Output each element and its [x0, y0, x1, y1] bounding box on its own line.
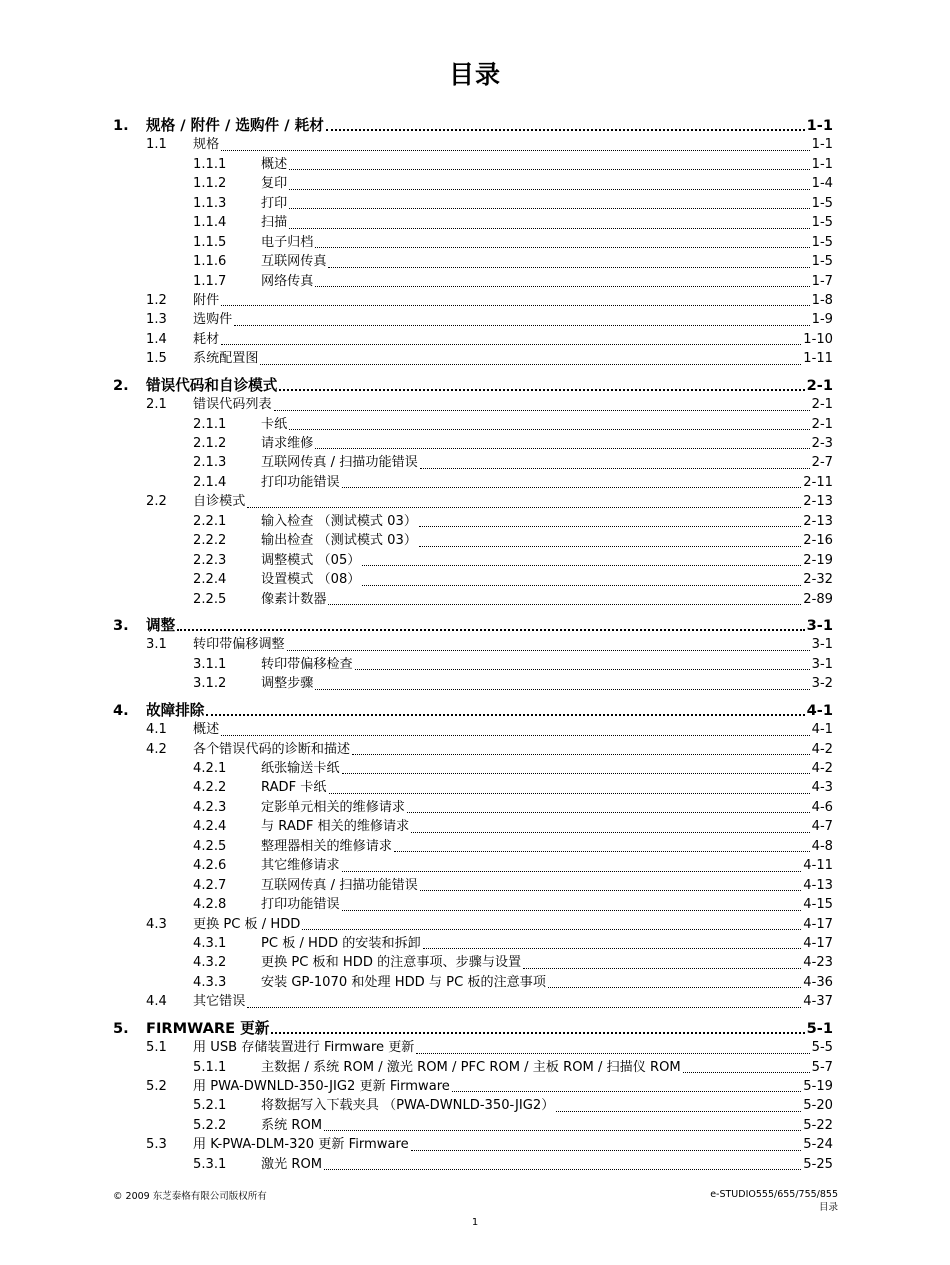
dot-leader — [206, 714, 804, 716]
toc-page: 2-1 — [811, 397, 833, 413]
toc-number: 1.4 — [146, 331, 167, 347]
toc-page: 1-5 — [811, 254, 833, 270]
toc-number: 4.2.2 — [193, 780, 227, 796]
dot-leader — [326, 129, 805, 131]
toc-number: 1.1.5 — [193, 234, 227, 250]
toc-page: 4-7 — [811, 819, 833, 835]
toc-number: 2. — [113, 376, 129, 394]
toc-number: 5.2.1 — [193, 1098, 227, 1114]
toc-title: 选购件 — [193, 312, 233, 328]
toc-title: 耗材 — [193, 331, 220, 347]
toc-title: 卡纸 — [261, 416, 288, 432]
toc-title: PC 板 / HDD 的安装和拆卸 — [261, 935, 421, 951]
toc-page: 4-2 — [811, 761, 833, 776]
toc-title: 像素计数器 — [261, 591, 327, 607]
toc-title: 主数据 / 系统 ROM / 激光 ROM / PFC ROM / 主板 ROM / 扫描仪 ROM — [261, 1059, 681, 1075]
toc-page: 2-89 — [803, 591, 833, 607]
toc-title: 复印 — [261, 176, 288, 192]
toc-number: 5.2.2 — [193, 1117, 227, 1133]
dot-leader — [302, 929, 801, 930]
dot-leader — [274, 410, 810, 411]
toc-title: 转印带偏移检查 — [261, 656, 353, 672]
toc-entry[interactable] — [113, 473, 833, 492]
toc-page: 4-3 — [811, 780, 833, 796]
toc-number: 2.2 — [146, 494, 167, 510]
toc-title: 转印带偏移调整 — [193, 637, 285, 653]
dot-leader — [247, 1007, 801, 1008]
toc-number: 4.2.3 — [193, 799, 227, 815]
toc-page: 1-1 — [811, 156, 833, 172]
toc-entry[interactable] — [113, 135, 833, 154]
toc-page: 4-1 — [811, 722, 833, 738]
toc-page: 2-11 — [803, 474, 833, 490]
dot-leader — [355, 669, 810, 670]
toc-number: 5.1.1 — [193, 1059, 227, 1075]
footer-right — [710, 1188, 838, 1214]
toc-entry[interactable] — [113, 674, 833, 693]
toc-entry[interactable] — [113, 759, 833, 778]
toc-number: 2.2.4 — [193, 572, 227, 588]
toc-number: 4. — [113, 701, 129, 719]
toc-title: 输入检查 （测试模式 03） — [261, 513, 417, 529]
toc-number: 3.1.1 — [193, 656, 227, 672]
toc-number: 1.5 — [146, 351, 167, 367]
toc-number: 4.1 — [146, 722, 167, 738]
toc-number: 4.3 — [146, 916, 167, 932]
toc-entry[interactable] — [113, 1058, 833, 1077]
dot-leader — [420, 468, 810, 469]
dot-leader — [260, 364, 801, 365]
toc-number: 1.1.6 — [193, 254, 227, 270]
dot-leader — [452, 1091, 801, 1092]
toc-entry[interactable] — [113, 155, 833, 174]
toc-entry[interactable] — [113, 531, 833, 550]
toc-entry[interactable] — [113, 434, 833, 453]
toc-page: 4-2 — [811, 741, 833, 757]
dot-leader — [315, 448, 809, 449]
dot-leader — [362, 565, 801, 566]
dot-leader — [324, 1169, 801, 1170]
toc-page: 2-3 — [811, 436, 833, 451]
toc-number: 1.1.7 — [193, 273, 227, 289]
toc-page: 4-36 — [803, 974, 833, 990]
toc-number: 1.1 — [146, 137, 167, 153]
toc-title: 定影单元相关的维修请求 — [261, 799, 406, 815]
dot-leader — [419, 546, 801, 547]
toc-title: 打印功能错误 — [261, 474, 340, 490]
toc-title: 扫描 — [261, 215, 288, 231]
toc-title: FIRMWARE 更新 — [146, 1019, 270, 1037]
dot-leader — [289, 208, 809, 209]
toc-entry[interactable] — [113, 174, 833, 193]
dot-leader — [279, 389, 804, 391]
toc-entry[interactable] — [113, 915, 833, 934]
toc-title: 将数据写入下载夹具 （PWA-DWNLD-350-JIG2） — [261, 1098, 555, 1114]
toc-title: 规格 — [193, 137, 220, 153]
toc-entry[interactable] — [113, 330, 833, 349]
model-name: e-STUDIO555/655/755/855 — [710, 1189, 838, 1200]
toc-page: 3-1 — [811, 637, 833, 653]
toc-number: 4.3.3 — [193, 974, 227, 990]
dot-leader — [315, 286, 809, 287]
dot-leader — [328, 267, 809, 268]
toc-title: 其它错误 — [193, 994, 246, 1010]
toc-number: 4.2.1 — [193, 761, 227, 776]
toc-entry[interactable] — [113, 1019, 833, 1038]
dot-leader — [315, 247, 809, 248]
toc-number: 4.2.8 — [193, 897, 227, 913]
toc-title: 用 PWA-DWNLD-350-JIG2 更新 Firmware — [193, 1079, 450, 1094]
toc-title: 电子归档 — [261, 234, 314, 250]
dot-leader — [362, 585, 801, 586]
toc-title: RADF 卡纸 — [261, 780, 327, 796]
toc-entry[interactable] — [113, 655, 833, 674]
dot-leader — [411, 1150, 802, 1151]
toc-page: 4-13 — [803, 877, 833, 893]
toc-number: 4.2.4 — [193, 819, 227, 835]
dot-leader — [221, 150, 809, 151]
toc-page: 2-1 — [811, 416, 833, 432]
toc-number: 5.1 — [146, 1040, 167, 1056]
toc-title: 输出检查 （测试模式 03） — [261, 533, 417, 549]
toc-entry[interactable] — [113, 213, 833, 232]
toc-number: 1.1.4 — [193, 215, 227, 231]
toc-page: 1-5 — [811, 215, 833, 231]
toc-entry[interactable] — [113, 701, 833, 720]
toc-page: 1-8 — [811, 292, 833, 308]
toc-title: 网络传真 — [261, 273, 314, 289]
toc-number: 2.1.2 — [193, 436, 227, 451]
toc-number: 5.2 — [146, 1079, 167, 1094]
toc-page: 1-11 — [803, 351, 833, 367]
toc-entry[interactable] — [113, 1038, 833, 1057]
toc-entry[interactable] — [113, 453, 833, 472]
toc-entry[interactable] — [113, 992, 833, 1011]
toc-number: 3.1.2 — [193, 676, 227, 692]
dot-leader — [416, 1053, 809, 1054]
toc-page: 3-1 — [811, 656, 833, 672]
toc-title: 设置模式 （08） — [261, 572, 361, 588]
toc-page: 4-23 — [803, 955, 833, 971]
toc-number: 1.3 — [146, 312, 167, 328]
toc-title: 调整模式 （05） — [261, 552, 361, 568]
toc-number: 2.1.1 — [193, 416, 227, 432]
section-label: 目录 — [818, 1202, 838, 1213]
toc-number: 5. — [113, 1019, 129, 1037]
toc-page: 4-15 — [803, 897, 833, 913]
toc-page: 2-13 — [803, 513, 833, 529]
toc-entry[interactable] — [113, 817, 833, 836]
toc-title: 附件 — [193, 292, 220, 308]
dot-leader — [328, 604, 801, 605]
toc-page: 4-17 — [803, 935, 833, 951]
toc-number: 4.4 — [146, 994, 167, 1010]
toc-title: 更换 PC 板 / HDD — [193, 916, 301, 932]
dot-leader — [352, 754, 809, 755]
toc-entry[interactable] — [113, 194, 833, 213]
dot-leader — [289, 169, 809, 170]
toc-entry[interactable] — [113, 798, 833, 817]
dot-leader — [342, 487, 802, 488]
dot-leader — [287, 650, 810, 651]
toc-number: 2.2.1 — [193, 513, 227, 529]
toc-number: 2.2.2 — [193, 533, 227, 549]
dot-leader — [221, 344, 801, 345]
toc-title: 更换 PC 板和 HDD 的注意事项、步骤与设置 — [261, 955, 522, 971]
toc-page: 4-8 — [811, 838, 833, 854]
toc-entry[interactable] — [113, 778, 833, 797]
toc-entry[interactable] — [113, 252, 833, 271]
toc-title: 请求维修 — [261, 436, 314, 451]
page-title: 目录 — [448, 60, 501, 89]
toc-title: 互联网传真 — [261, 254, 327, 270]
toc-number: 2.2.5 — [193, 591, 227, 607]
dot-leader — [342, 910, 802, 911]
toc-number: 4.2.6 — [193, 858, 227, 874]
dot-leader — [289, 228, 809, 229]
toc-title: 系统配置图 — [193, 351, 259, 367]
toc-page: 2-1 — [806, 376, 833, 394]
toc-entry[interactable] — [113, 837, 833, 856]
toc-page: 1-1 — [811, 137, 833, 153]
dot-leader — [221, 305, 809, 306]
toc-entry[interactable] — [113, 233, 833, 252]
toc-entry[interactable] — [113, 876, 833, 895]
toc-entry[interactable] — [113, 376, 833, 395]
toc-page: 1-10 — [803, 331, 833, 347]
toc-entry[interactable] — [113, 1135, 833, 1154]
toc-number: 1.1.1 — [193, 156, 227, 172]
toc-page: 5-1 — [806, 1019, 833, 1037]
toc-number: 2.1 — [146, 397, 167, 413]
toc-page: 4-11 — [803, 858, 833, 874]
toc-title: 自诊模式 — [193, 494, 246, 510]
toc-entry[interactable] — [113, 349, 833, 368]
toc-entry[interactable] — [113, 973, 833, 992]
toc-number: 4.3.2 — [193, 955, 227, 971]
dot-leader — [342, 773, 810, 774]
toc-title: 各个错误代码的诊断和描述 — [193, 741, 351, 757]
toc-title: 打印 — [261, 195, 288, 211]
toc-page: 2-19 — [803, 552, 833, 568]
toc-title: 错误代码列表 — [193, 397, 272, 413]
toc-title: 其它维修请求 — [261, 858, 340, 874]
toc-page: 2-7 — [811, 455, 833, 471]
toc-title: 用 K-PWA-DLM-320 更新 Firmware — [193, 1137, 409, 1153]
toc-page: 3-1 — [806, 616, 833, 634]
toc-page: 1-4 — [811, 176, 833, 192]
dot-leader — [342, 871, 802, 872]
toc-entry[interactable] — [113, 720, 833, 739]
toc-title: 打印功能错误 — [261, 897, 340, 913]
table-of-contents — [113, 116, 833, 1174]
toc-number: 4.2.5 — [193, 838, 227, 854]
toc-page: 1-1 — [806, 117, 833, 134]
toc-page: 4-37 — [803, 994, 833, 1010]
toc-page: 2-16 — [803, 533, 833, 549]
dot-leader — [177, 629, 804, 631]
toc-number: 2.1.4 — [193, 474, 227, 490]
toc-entry[interactable] — [113, 1155, 833, 1174]
toc-page: 5-7 — [811, 1059, 833, 1075]
dot-leader — [324, 1130, 801, 1131]
toc-entry[interactable] — [113, 740, 833, 759]
dot-leader — [315, 689, 809, 690]
toc-title: 系统 ROM — [261, 1117, 323, 1133]
toc-number: 5.3 — [146, 1137, 167, 1153]
page-number: 1 — [471, 1217, 479, 1228]
toc-title: 用 USB 存储装置进行 Firmware 更新 — [193, 1040, 415, 1056]
toc-page: 2-13 — [803, 494, 833, 510]
dot-leader — [289, 429, 809, 430]
toc-title: 调整 — [146, 616, 176, 634]
toc-title: 安装 GP-1070 和处理 HDD 与 PC 板的注意事项 — [261, 974, 546, 990]
toc-entry[interactable] — [113, 116, 833, 135]
toc-page: 5-19 — [803, 1079, 833, 1094]
dot-leader — [221, 735, 809, 736]
toc-page: 2-32 — [803, 572, 833, 588]
toc-title: 纸张输送卡纸 — [261, 761, 340, 776]
dot-leader — [407, 812, 810, 813]
toc-number: 2.2.3 — [193, 552, 227, 568]
dot-leader — [548, 987, 801, 988]
toc-page: 1-9 — [811, 312, 833, 328]
toc-entry[interactable] — [113, 1096, 833, 1115]
toc-title: 整理器相关的维修请求 — [261, 838, 392, 854]
dot-leader — [329, 793, 810, 794]
toc-entry[interactable] — [113, 953, 833, 972]
toc-page: 1-5 — [811, 234, 833, 250]
toc-entry[interactable] — [113, 395, 833, 414]
toc-entry[interactable] — [113, 616, 833, 635]
toc-entry[interactable] — [113, 856, 833, 875]
toc-entry[interactable] — [113, 570, 833, 589]
dot-leader — [394, 851, 810, 852]
toc-number: 1.1.2 — [193, 176, 227, 192]
toc-title: 互联网传真 / 扫描功能错误 — [261, 455, 418, 471]
toc-title: 概述 — [193, 722, 220, 738]
toc-page: 5-22 — [803, 1117, 833, 1133]
toc-entry[interactable] — [113, 635, 833, 654]
toc-page: 5-20 — [803, 1098, 833, 1114]
toc-page: 3-2 — [811, 676, 833, 692]
toc-page: 5-24 — [803, 1137, 833, 1153]
toc-entry[interactable] — [113, 512, 833, 531]
toc-page: 4-17 — [803, 916, 833, 932]
dot-leader — [419, 526, 801, 527]
toc-entry[interactable] — [113, 551, 833, 570]
dot-leader — [683, 1072, 810, 1073]
copyright-notice: © 2009 东芝泰格有限公司版权所有 — [113, 1191, 267, 1202]
dot-leader — [247, 507, 801, 508]
dot-leader — [289, 189, 809, 190]
toc-title: 与 RADF 相关的维修请求 — [261, 819, 410, 835]
toc-page: 1-5 — [811, 195, 833, 211]
toc-entry[interactable] — [113, 590, 833, 609]
toc-number: 4.3.1 — [193, 935, 227, 951]
toc-entry[interactable] — [113, 492, 833, 511]
toc-entry[interactable] — [113, 895, 833, 914]
toc-number: 1.1.3 — [193, 195, 227, 211]
toc-title: 互联网传真 / 扫描功能错误 — [261, 877, 418, 893]
toc-number: 4.2 — [146, 741, 167, 757]
toc-entry[interactable] — [113, 272, 833, 291]
toc-entry[interactable] — [113, 415, 833, 434]
toc-number: 1. — [113, 117, 129, 134]
toc-page: 5-5 — [811, 1040, 833, 1056]
dot-leader — [556, 1111, 801, 1112]
toc-entry[interactable] — [113, 310, 833, 329]
toc-title: 故障排除 — [146, 701, 205, 719]
toc-number: 5.3.1 — [193, 1156, 227, 1172]
dot-leader — [271, 1032, 804, 1034]
toc-page: 4-6 — [811, 799, 833, 815]
toc-title: 调整步骤 — [261, 676, 314, 692]
toc-title: 规格 / 附件 / 选购件 / 耗材 — [146, 117, 324, 134]
toc-entry[interactable] — [113, 291, 833, 310]
toc-page: 4-1 — [806, 701, 833, 719]
toc-page: 1-7 — [811, 273, 833, 289]
toc-title: 激光 ROM — [261, 1156, 323, 1172]
toc-title: 概述 — [261, 156, 288, 172]
toc-number: 4.2.7 — [193, 877, 227, 893]
toc-entry[interactable] — [113, 1077, 833, 1096]
dot-leader — [523, 968, 801, 969]
toc-entry[interactable] — [113, 934, 833, 953]
toc-number: 1.2 — [146, 292, 167, 308]
dot-leader — [420, 890, 802, 891]
dot-leader — [234, 325, 809, 326]
toc-page: 5-25 — [803, 1156, 833, 1172]
dot-leader — [423, 948, 802, 949]
dot-leader — [411, 832, 809, 833]
toc-number: 3. — [113, 616, 129, 634]
toc-entry[interactable] — [113, 1116, 833, 1135]
toc-number: 3.1 — [146, 637, 167, 653]
toc-number: 2.1.3 — [193, 455, 227, 471]
toc-title: 错误代码和自诊模式 — [146, 376, 278, 394]
